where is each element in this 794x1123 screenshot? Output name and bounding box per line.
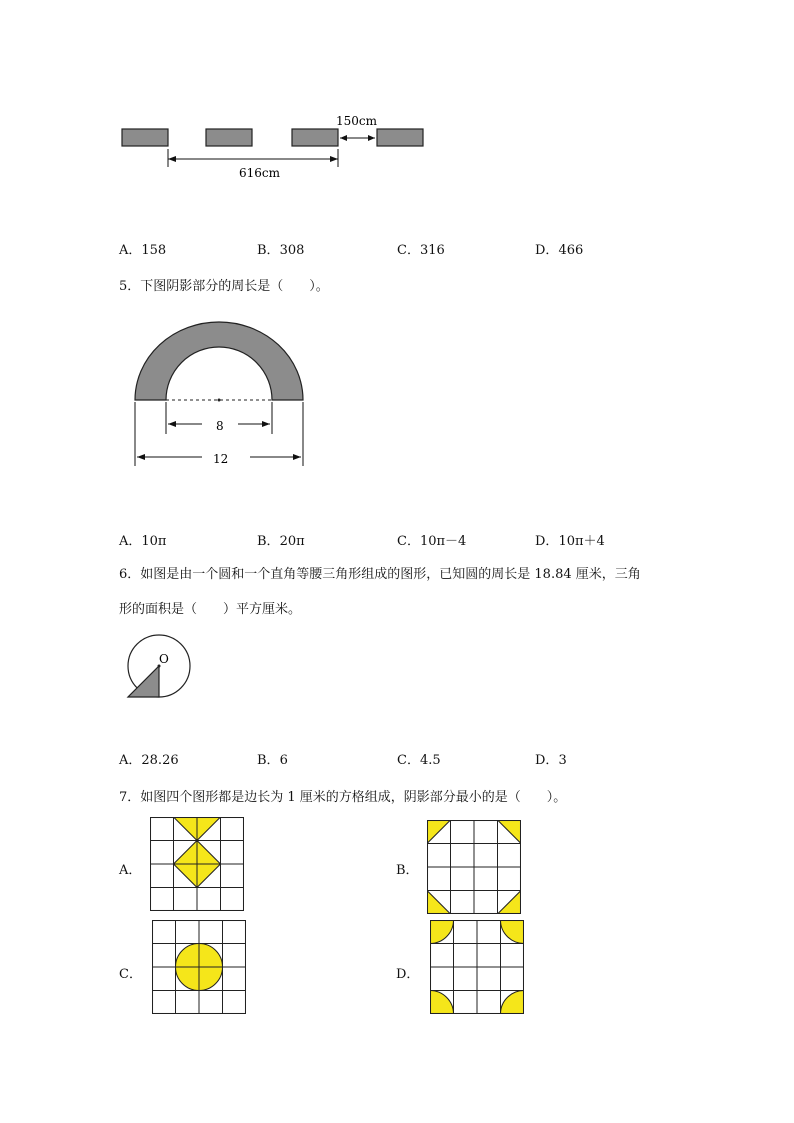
option-key: C． <box>397 243 420 258</box>
q6-text-line2: 形的面积是（ ）平方厘米。 <box>119 602 302 617</box>
q7-label-d[interactable]: D． <box>396 967 420 982</box>
q6-figure <box>122 630 197 702</box>
q7-grid-d[interactable] <box>430 920 524 1014</box>
q4-figure <box>110 105 440 185</box>
option-key: D． <box>535 534 559 549</box>
q6-text-line1: 6．如图是由一个圆和一个直角等腰三角形组成的图形，已知圆的周长是 18.84 厘米，三角 <box>119 567 641 582</box>
q6-option-d[interactable] <box>535 749 567 768</box>
option-value: 10π <box>141 534 167 549</box>
q7-text: 7．如图四个图形都是边长为 1 厘米的方格组成，阴影部分最小的是（ ）。 <box>119 790 567 805</box>
q7-grid-a[interactable] <box>150 817 244 911</box>
option-value: 6 <box>279 753 288 768</box>
q6-option-a[interactable] <box>119 749 179 768</box>
q6-option-c[interactable] <box>397 749 441 768</box>
option-value: 316 <box>419 243 445 258</box>
q5-outer-label: 12 <box>213 452 229 466</box>
option-value: 28.26 <box>141 753 179 768</box>
option-value: 466 <box>558 243 584 258</box>
q7-grid-b[interactable] <box>427 820 521 914</box>
option-key: C． <box>397 534 420 549</box>
q5-text: 5．下图阴影部分的周长是（ ）。 <box>119 279 329 294</box>
q5-option-d[interactable] <box>535 530 605 549</box>
option-key: B． <box>257 534 280 549</box>
option-value: 158 <box>141 243 167 258</box>
option-key: C． <box>397 753 420 768</box>
q7-label-c[interactable]: C． <box>119 967 142 982</box>
q4-block-4 <box>377 129 423 146</box>
q5-inner-label: 8 <box>216 419 224 433</box>
q4-block-2 <box>206 129 252 146</box>
option-key: B． <box>257 243 280 258</box>
option-value: 4.5 <box>419 753 441 768</box>
q7-grid-c[interactable] <box>152 920 246 1014</box>
q4-block-3 <box>292 129 338 146</box>
option-key: A． <box>119 753 142 768</box>
q5-option-a[interactable] <box>119 530 166 549</box>
q4-option-c[interactable] <box>397 239 445 258</box>
option-key: B． <box>257 753 280 768</box>
q4-span-label: 616cm <box>239 166 281 180</box>
q4-block-1 <box>122 129 168 146</box>
option-value: 10π－4 <box>419 534 467 549</box>
option-key: D． <box>535 753 559 768</box>
option-value: 3 <box>558 753 567 768</box>
q4-option-b[interactable] <box>257 239 304 258</box>
q7-label-b[interactable]: B． <box>396 863 419 878</box>
q6-center-label: O <box>159 652 169 666</box>
option-value: 10π＋4 <box>558 534 605 549</box>
option-key: A． <box>119 534 142 549</box>
q5-option-b[interactable] <box>257 530 305 549</box>
q5-option-c[interactable] <box>397 530 466 549</box>
option-key: A． <box>119 243 142 258</box>
q5-figure <box>120 310 320 470</box>
q6-option-b[interactable] <box>257 749 288 768</box>
q7-label-a[interactable]: A． <box>119 863 142 878</box>
option-value: 20π <box>279 534 305 549</box>
option-key: D． <box>535 243 559 258</box>
q4-option-d[interactable] <box>535 239 583 258</box>
q4-gap-label: 150cm <box>336 114 378 128</box>
option-value: 308 <box>279 243 305 258</box>
q5-half-ring <box>135 322 303 400</box>
q4-option-a[interactable] <box>119 239 166 258</box>
